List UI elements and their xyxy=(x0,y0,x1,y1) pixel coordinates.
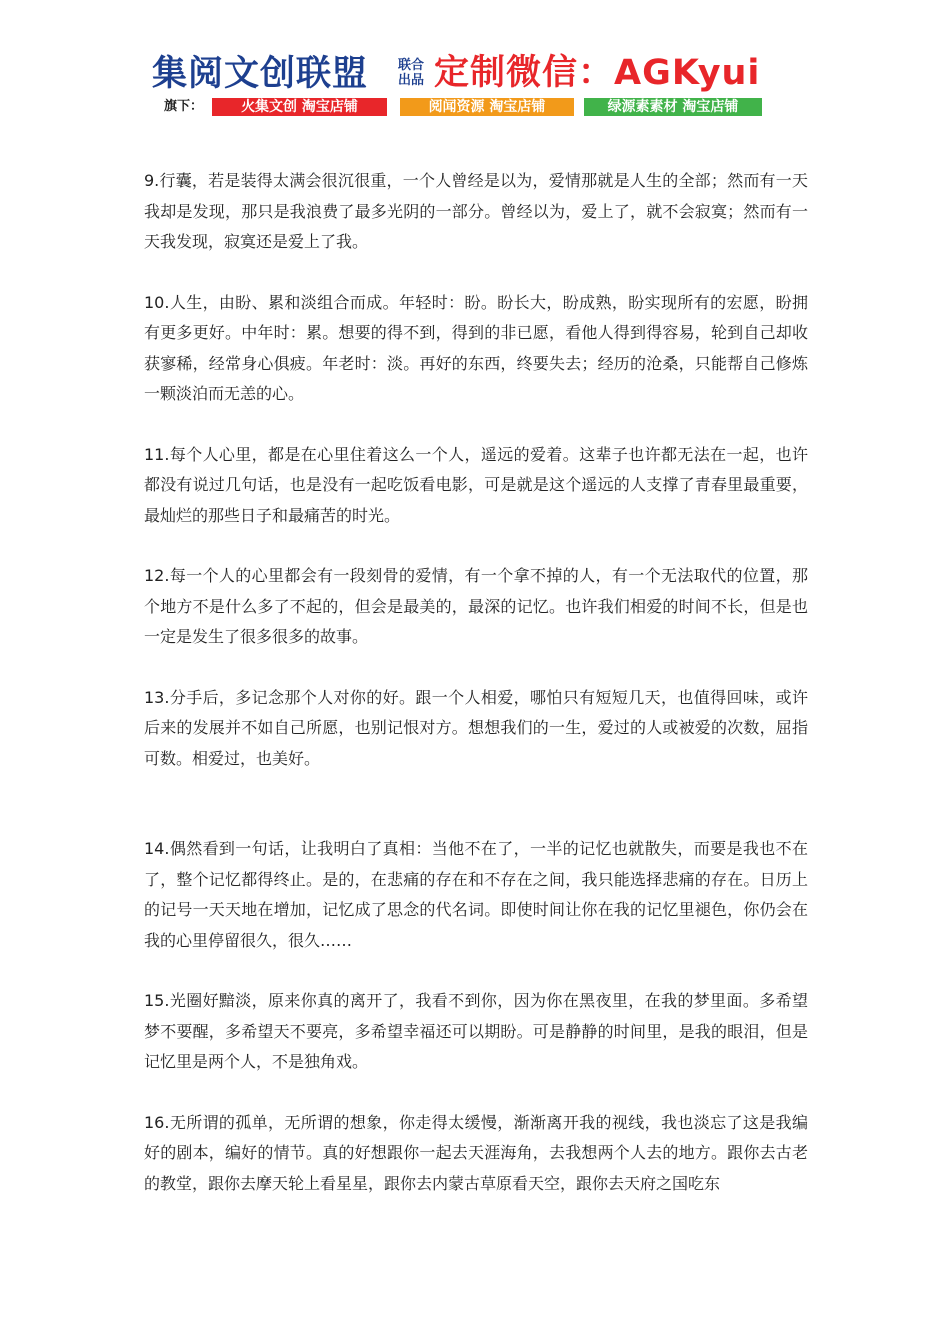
joint-label: 联合出品 xyxy=(398,58,425,88)
header-banner xyxy=(150,52,762,118)
wechat-contact: 定制微信：AGKyui xyxy=(434,53,761,93)
document-body xyxy=(144,166,808,1199)
paragraph-16: 16.无所谓的孤单，无所谓的想象，你走得太缓慢，渐渐离开我的视线，我也淡忘了这是我编好的剧本，编好的情节。真的好想跟你一起去天涯海角，去我想两个人去的地方。跟你去古老的教堂，跟你去摩天轮上看星星，跟你去内蒙古草原看天空，跟你去天府之国吃东 xyxy=(144,1112,808,1193)
paragraph-9: 9.行囊，若是装得太满会很沉很重，一个人曾经是以为，爱情那就是人生的全部；然而有一天我却是发现，那只是我浪费了最多光阴的一部分。曾经以为，爱上了，就不会寂寞；然而有一天我发现，寂寞还是爱上了我。 xyxy=(144,171,808,251)
shop-tag-red: 火集文创 淘宝店铺 xyxy=(212,98,387,116)
paragraph-13: 13.分手后，多记念那个人对你的好。跟一个人相爱，哪怕只有短短几天，也值得回味，或许后来的发展并不如自己所愿，也别记恨对方。想想我们的一生，爱过的人或被爱的次数，屈指可数。相爱过，也美好。 xyxy=(144,687,808,768)
shop-tag-orange: 阅闻资源 淘宝店铺 xyxy=(400,98,574,116)
paragraph-14: 14.偶然看到一句话，让我明白了真相：当他不在了，一半的记忆也就散失，而要是我也不在了，整个记忆都得终止。是的，在悲痛的存在和不存在之间，我只能选择悲痛的存在。日历上的记号一天天地在增加，记忆成了思念的代名词。即使时间让你在我的记忆里褪色，你仍会在我的心里停留很久，很久…… xyxy=(144,839,808,950)
shop-tag-green: 绿源素素材 淘宝店铺 xyxy=(584,98,762,116)
sub-label: 旗下： xyxy=(164,99,204,114)
paragraph-12: 12.每一个人的心里都会有一段刻骨的爱情，有一个拿不掉的人，有一个无法取代的位置，那个地方不是什么多了不起的，但会是最美的，最深的记忆。也许我们相爱的时间不长，但是也一定是发生了很多很多的故事。 xyxy=(144,566,808,646)
paragraph-10: 10.人生，由盼、累和淡组合而成。年轻时：盼。盼长大，盼成熟，盼实现所有的宏愿，盼拥有更多更好。中年时：累。想要的得不到，得到的非已愿，看他人得到得容易，轮到自己却收获寥稀，经常身心俱疲。年老时：淡。再好的东西，终要失去；经历的沧桑，只能帮自己修炼一颗淡泊而无恙的心。 xyxy=(144,292,808,403)
paragraph-15: 15.光圈好黯淡，原来你真的离开了，我看不到你，因为你在黑夜里，在我的梦里面。多希望梦不要醒，多希望天不要亮，多希望幸福还可以期盼。可是静静的时间里，是我的眼泪，但是记忆里是两个人，不是独角戏。 xyxy=(144,991,808,1071)
brand-title: 集阅文创联盟 xyxy=(152,54,369,94)
paragraph-11: 11.每个人心里，都是在心里住着这么一个人，遥远的爱着。这辈子也许都无法在一起，也许都没有说过几句话，也是没有一起吃饭看电影，可是就是这个遥远的人支撑了青春里最重要，最灿烂的那些日子和最痛苦的时光。 xyxy=(144,444,808,525)
